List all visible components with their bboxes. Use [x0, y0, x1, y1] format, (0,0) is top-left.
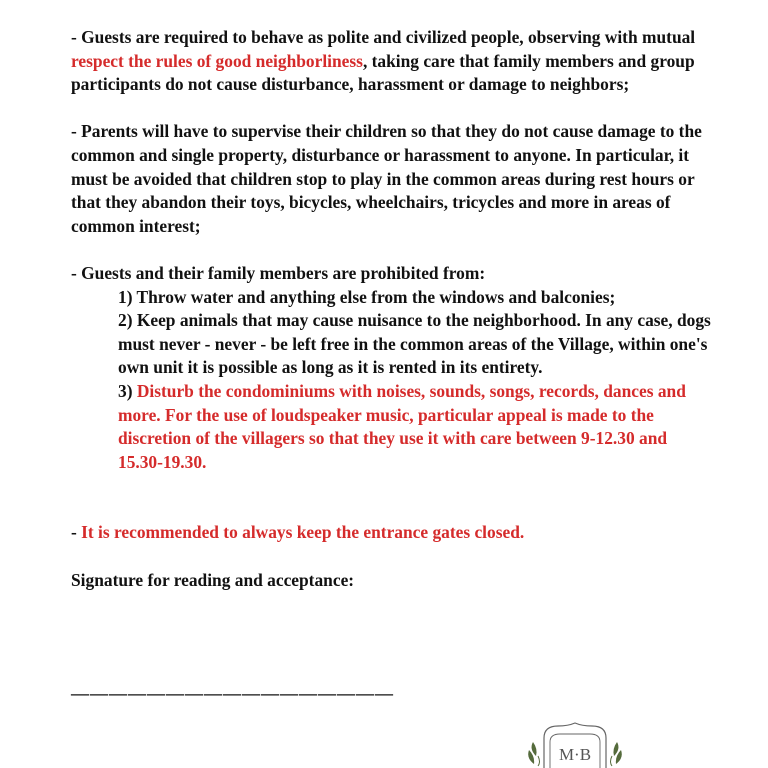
guest-behavior-post: , taking care that family members and group participants do not cause disturbance, harassment or damage to neighbors;: [71, 50, 695, 95]
signature-label: Signature for reading and acceptance:: [71, 569, 355, 590]
paragraph-gates: [71, 521, 711, 545]
leaf-left-icon: [528, 742, 539, 766]
mb-monogram-logo: [520, 722, 630, 768]
prohibited-item-3-number: 3): [118, 380, 137, 401]
paragraph-parents: - Parents will have to supervise their children so that they do not cause damage to the common and single property, disturbance or harassment to anyone. In particular, it must be avoided that children stop to play in the common areas during rest hours or that they abandon their toys, bicycles, wheelchairs, tricycles and more in areas of common interest;: [71, 121, 702, 236]
signature-line: —————————————————: [71, 683, 394, 703]
prohibited-item-2: 2) Keep animals that may cause nuisance to the neighborhood. In any case, dogs must never - never - be left free in the common areas of the Village, within one's own unit it is possible as long as it is rented in its entirety.: [118, 310, 711, 378]
paragraph-guest-behavior: [71, 26, 711, 97]
logo-text: M·B: [558, 745, 592, 764]
prohibited-item-3: [71, 380, 711, 474]
prohibited-item-3-text: Disturb the condominiums with noises, sounds, songs, records, dances and more. For the use of loudspeaker music, particular appeal is made to the discretion of the villagers so that they use it with care between 9-12.30 and 15.30-19.30.: [118, 380, 686, 472]
prohibited-intro: - Guests and their family members are prohibited from:: [71, 262, 486, 283]
gates-dash: -: [71, 522, 82, 543]
gates-text: It is recommended to always keep the entrance gates closed.: [81, 522, 525, 543]
document-body: [71, 26, 711, 592]
guest-behavior-highlight: respect the rules of good neighborliness: [71, 50, 363, 71]
guest-behavior-pre: - Guests are required to behave as polite and civilized people, observing with mutual: [71, 27, 696, 47]
leaf-right-icon: [611, 742, 622, 766]
prohibited-item-1: 1) Throw water and anything else from the windows and balconies;: [118, 286, 616, 307]
